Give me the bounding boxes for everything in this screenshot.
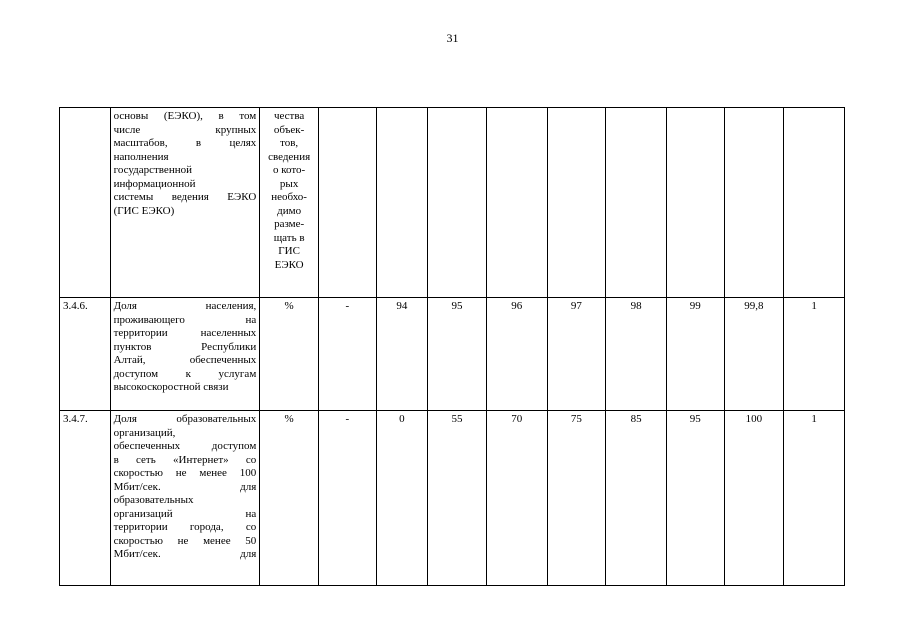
- description-line: числе крупных: [113, 123, 257, 136]
- value-cell: [784, 108, 845, 298]
- value-cell: 55: [428, 411, 487, 586]
- description-line: скоростью не менее 50: [113, 534, 257, 547]
- value-cell: 1: [784, 411, 845, 586]
- unit-line: о кото-: [273, 164, 306, 176]
- value-cell: 95: [666, 411, 724, 586]
- description-line: Доля образовательных: [113, 413, 257, 425]
- value-cell: [547, 108, 606, 298]
- unit-line: ГИС: [278, 245, 300, 257]
- page-number: 31: [446, 31, 459, 45]
- unit-line: %: [284, 300, 294, 312]
- description-line: проживающего на: [113, 313, 257, 326]
- description-line: обеспеченных доступом: [113, 440, 257, 452]
- value-cell: 96: [486, 298, 547, 411]
- description-line: пунктов Республики: [113, 340, 257, 353]
- description-line: организаций,: [113, 426, 176, 439]
- description-line: скоростью не менее 100: [113, 467, 257, 479]
- value-cell: 75: [547, 411, 606, 586]
- value-cell: [318, 108, 376, 298]
- value-cell: [606, 108, 667, 298]
- description-line: основы (ЕЭКО), в том: [113, 110, 257, 122]
- unit-cell: [260, 298, 319, 411]
- description-line: в сеть «Интернет» со: [113, 453, 257, 466]
- indicator-table: [59, 107, 845, 586]
- indicator-description-cell: [110, 411, 260, 586]
- description-line: наполнения: [113, 150, 169, 163]
- value-cell: 1: [784, 298, 845, 411]
- description-line: территории населенных: [113, 327, 257, 339]
- value-cell: -: [318, 298, 376, 411]
- value-cell: 85: [606, 411, 667, 586]
- description-line: образовательных: [113, 494, 194, 506]
- description-line: Алтай, обеспеченных: [113, 354, 257, 366]
- description-line: Мбит/сек. для: [113, 548, 257, 560]
- description-line: Доля населения,: [113, 300, 257, 312]
- unit-line: %: [284, 413, 294, 425]
- value-cell: 98: [606, 298, 667, 411]
- description-line: высокоскоростной связи: [113, 381, 229, 393]
- description-line: доступом к услугам: [113, 367, 257, 380]
- unit-line: разме-: [274, 218, 305, 230]
- row-number-cell: 3.4.7.: [60, 411, 111, 586]
- unit-line: сведения: [268, 150, 311, 163]
- description-line: системы ведения ЕЭКО: [113, 191, 257, 203]
- description-line: (ГИС ЕЭКО): [113, 204, 175, 217]
- unit-line: необхо-: [271, 191, 307, 203]
- value-cell: [724, 108, 784, 298]
- indicator-description-cell: [110, 108, 260, 298]
- value-cell: 70: [486, 411, 547, 586]
- unit-cell: [260, 411, 319, 586]
- table-row: [60, 108, 845, 298]
- description-line: государственной: [113, 164, 192, 176]
- value-cell: 95: [428, 298, 487, 411]
- value-cell: -: [318, 411, 376, 586]
- value-cell: 97: [547, 298, 606, 411]
- value-cell: 94: [376, 298, 428, 411]
- value-cell: [486, 108, 547, 298]
- value-cell: 100: [724, 411, 784, 586]
- table-row: [60, 298, 845, 411]
- row-number-cell: [60, 108, 111, 298]
- description-line: Мбит/сек. для: [113, 480, 257, 493]
- description-line: организаций на: [113, 507, 257, 520]
- unit-line: щать в: [273, 231, 305, 244]
- unit-cell: [260, 108, 319, 298]
- value-cell: 99,8: [724, 298, 784, 411]
- table-row: [60, 411, 845, 586]
- unit-line: тов,: [280, 137, 299, 149]
- indicator-description-cell: [110, 298, 260, 411]
- description-line: масштабов, в целях: [113, 137, 257, 149]
- value-cell: [666, 108, 724, 298]
- row-number-cell: 3.4.6.: [60, 298, 111, 411]
- description-line: территории города, со: [113, 521, 257, 533]
- description-line: информационной: [113, 177, 196, 190]
- value-cell: 0: [376, 411, 428, 586]
- unit-line: рых: [279, 177, 299, 190]
- value-cell: [376, 108, 428, 298]
- unit-line: ЕЭКО: [274, 258, 304, 271]
- value-cell: 99: [666, 298, 724, 411]
- unit-line: объек-: [273, 123, 305, 136]
- unit-line: чества: [273, 110, 305, 122]
- value-cell: [428, 108, 487, 298]
- unit-line: димо: [277, 204, 302, 217]
